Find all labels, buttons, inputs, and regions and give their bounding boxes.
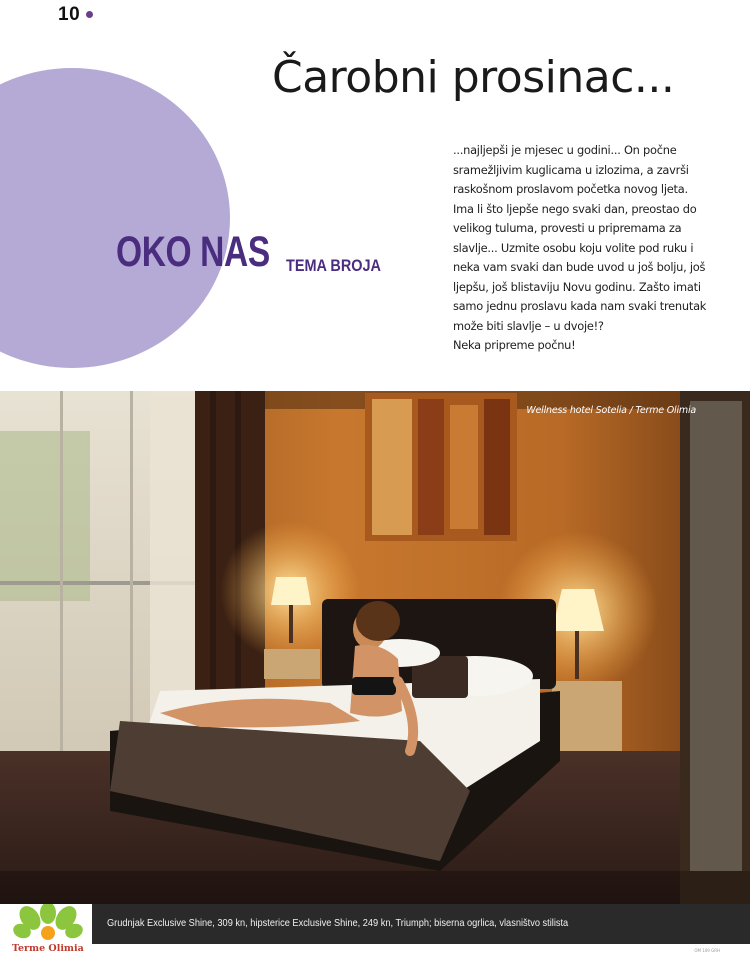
article-title: Čarobni prosinac... <box>272 52 675 103</box>
decorative-circle <box>0 68 230 368</box>
terme-olimia-logo-text: Terme Olimia <box>12 943 84 954</box>
photo-caption-bar <box>92 904 750 944</box>
intro-line: neka vam svaki dan bude uvod u još bolju, još <box>453 260 706 274</box>
section-label: OKO NAS <box>116 228 270 276</box>
print-code: OM 109 GRH <box>694 948 720 953</box>
page-number-dot <box>86 11 93 18</box>
hotel-bedroom-photo <box>0 391 750 904</box>
intro-line: raskošnom proslavom početka novog ljeta. <box>453 182 688 196</box>
page-number: 10 <box>58 4 81 25</box>
intro-text <box>453 141 735 356</box>
intro-line: ljepšu, još blistaviju Novu godinu. Zašto imati <box>453 279 701 294</box>
intro-line: slavlje... Uzmite osobu koju volite pod ruku i <box>453 240 694 255</box>
intro-line: Neka pripreme počnu! <box>453 338 576 352</box>
photo-credit: Wellness hotel Sotelia / Terme Olimia <box>526 405 696 416</box>
intro-line: Ima li što ljepše nego svaki dan, preostao do <box>453 201 697 216</box>
terme-olimia-logo-icon <box>8 904 88 944</box>
intro-line: velikog tuluma, provesti u pripremama za <box>453 221 682 235</box>
photo-caption: Grudnjak Exclusive Shine, 309 kn, hipsterice Exclusive Shine, 249 kn, Triumph; biserna ogrlica, vlasništvo stilista <box>107 917 569 929</box>
intro-line: ...najljepši je mjesec u godini... On počne <box>453 143 677 157</box>
intro-line: samo jednu proslavu kada nam svaki trenutak <box>453 299 707 313</box>
intro-line: sramežljivim kuglicama u izlozima, a završi <box>453 162 689 177</box>
intro-line: može biti slavlje – u dvoje!? <box>453 318 604 333</box>
subsection-label: TEMA BROJA <box>286 256 382 275</box>
bedroom-scene-illustration <box>0 391 750 904</box>
